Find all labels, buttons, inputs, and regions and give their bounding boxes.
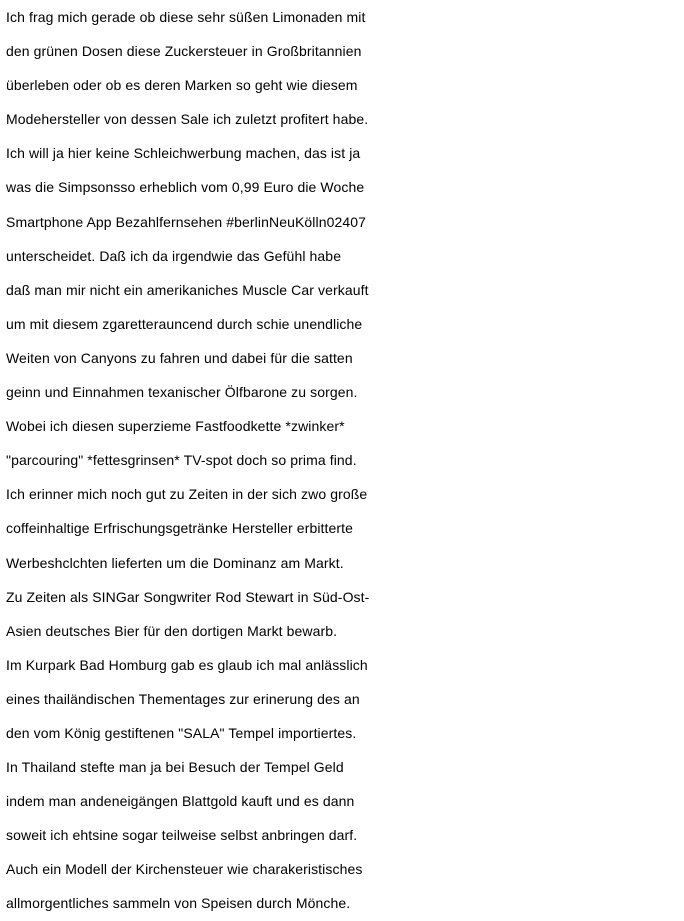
- text-line: geinn und Einnahmen texanischer Ölfbarone zu sorgen.: [6, 384, 358, 401]
- text-line: Ich erinner mich noch gut zu Zeiten in der sich zwo große: [6, 486, 368, 503]
- text-line: Auch ein Modell der Kirchensteuer wie charakeristisches: [6, 861, 363, 878]
- text-line: Zu Zeiten als SINGar Songwriter Rod Stewart in Süd-Ost-: [6, 588, 370, 605]
- text-line: den grünen Dosen diese Zuckersteuer in Großbritannien: [6, 43, 362, 60]
- text-line: Ich frag mich gerade ob diese sehr süßen Limonaden mit: [6, 9, 366, 25]
- text-line: Smartphone App Bezahlfernsehen #berlinNeuKölln02407: [6, 213, 367, 230]
- text-line: daß man mir nicht ein amerikaniches Muscle Car verkauft: [6, 281, 369, 298]
- text-line: coffeinhaltige Erfrischungsgetränke Hersteller erbitterte: [6, 520, 354, 537]
- text-line: indem man andeneigängen Blattgold kauft und es dann: [6, 793, 355, 810]
- text-line: Werbeshclchten lieferten um die Dominanz am Markt.: [6, 554, 344, 571]
- text-line: eines thailändischen Thementages zur erinerung des an: [6, 690, 360, 707]
- text-line: Ich will ja hier keine Schleichwerbung machen, das ist ja: [6, 145, 361, 162]
- text-line: Modehersteller von dessen Sale ich zuletzt profitert habe.: [6, 111, 369, 128]
- text-line: Weiten von Canyons zu fahren und dabei für die satten: [6, 349, 353, 366]
- text-line: "parcouring" *fettesgrinsen* TV-spot doch so prima find.: [6, 452, 357, 469]
- text-line: Asien deutsches Bier für den dortigen Markt bewarb.: [6, 622, 338, 639]
- text-line: um mit diesem zgaretterauncend durch schie unendliche: [6, 315, 363, 332]
- text-line: Wobei ich diesen superzieme Fastfoodkette *zwinker*: [6, 418, 345, 435]
- text-line: was die Simpsonsso erheblich vom 0,99 Euro die Woche: [6, 179, 365, 196]
- text-line: Im Kurpark Bad Homburg gab es glaub ich mal anlässlich: [6, 656, 368, 673]
- document-text: [6, 0, 684, 921]
- text-line: überleben oder ob es deren Marken so geht wie diesem: [6, 77, 358, 94]
- text-line: In Thailand stefte man ja bei Besuch der Tempel Geld: [6, 759, 344, 776]
- text-line: den vom König gestiftenen "SALA" Tempel importiertes.: [6, 724, 357, 741]
- text-line: soweit ich ehtsine sogar teilweise selbst anbringen darf.: [6, 827, 358, 844]
- text-line: allmorgentliches sammeln von Speisen durch Mönche.: [6, 895, 351, 912]
- text-line: unterscheidet. Daß ich da irgendwie das Gefühl habe: [6, 247, 342, 264]
